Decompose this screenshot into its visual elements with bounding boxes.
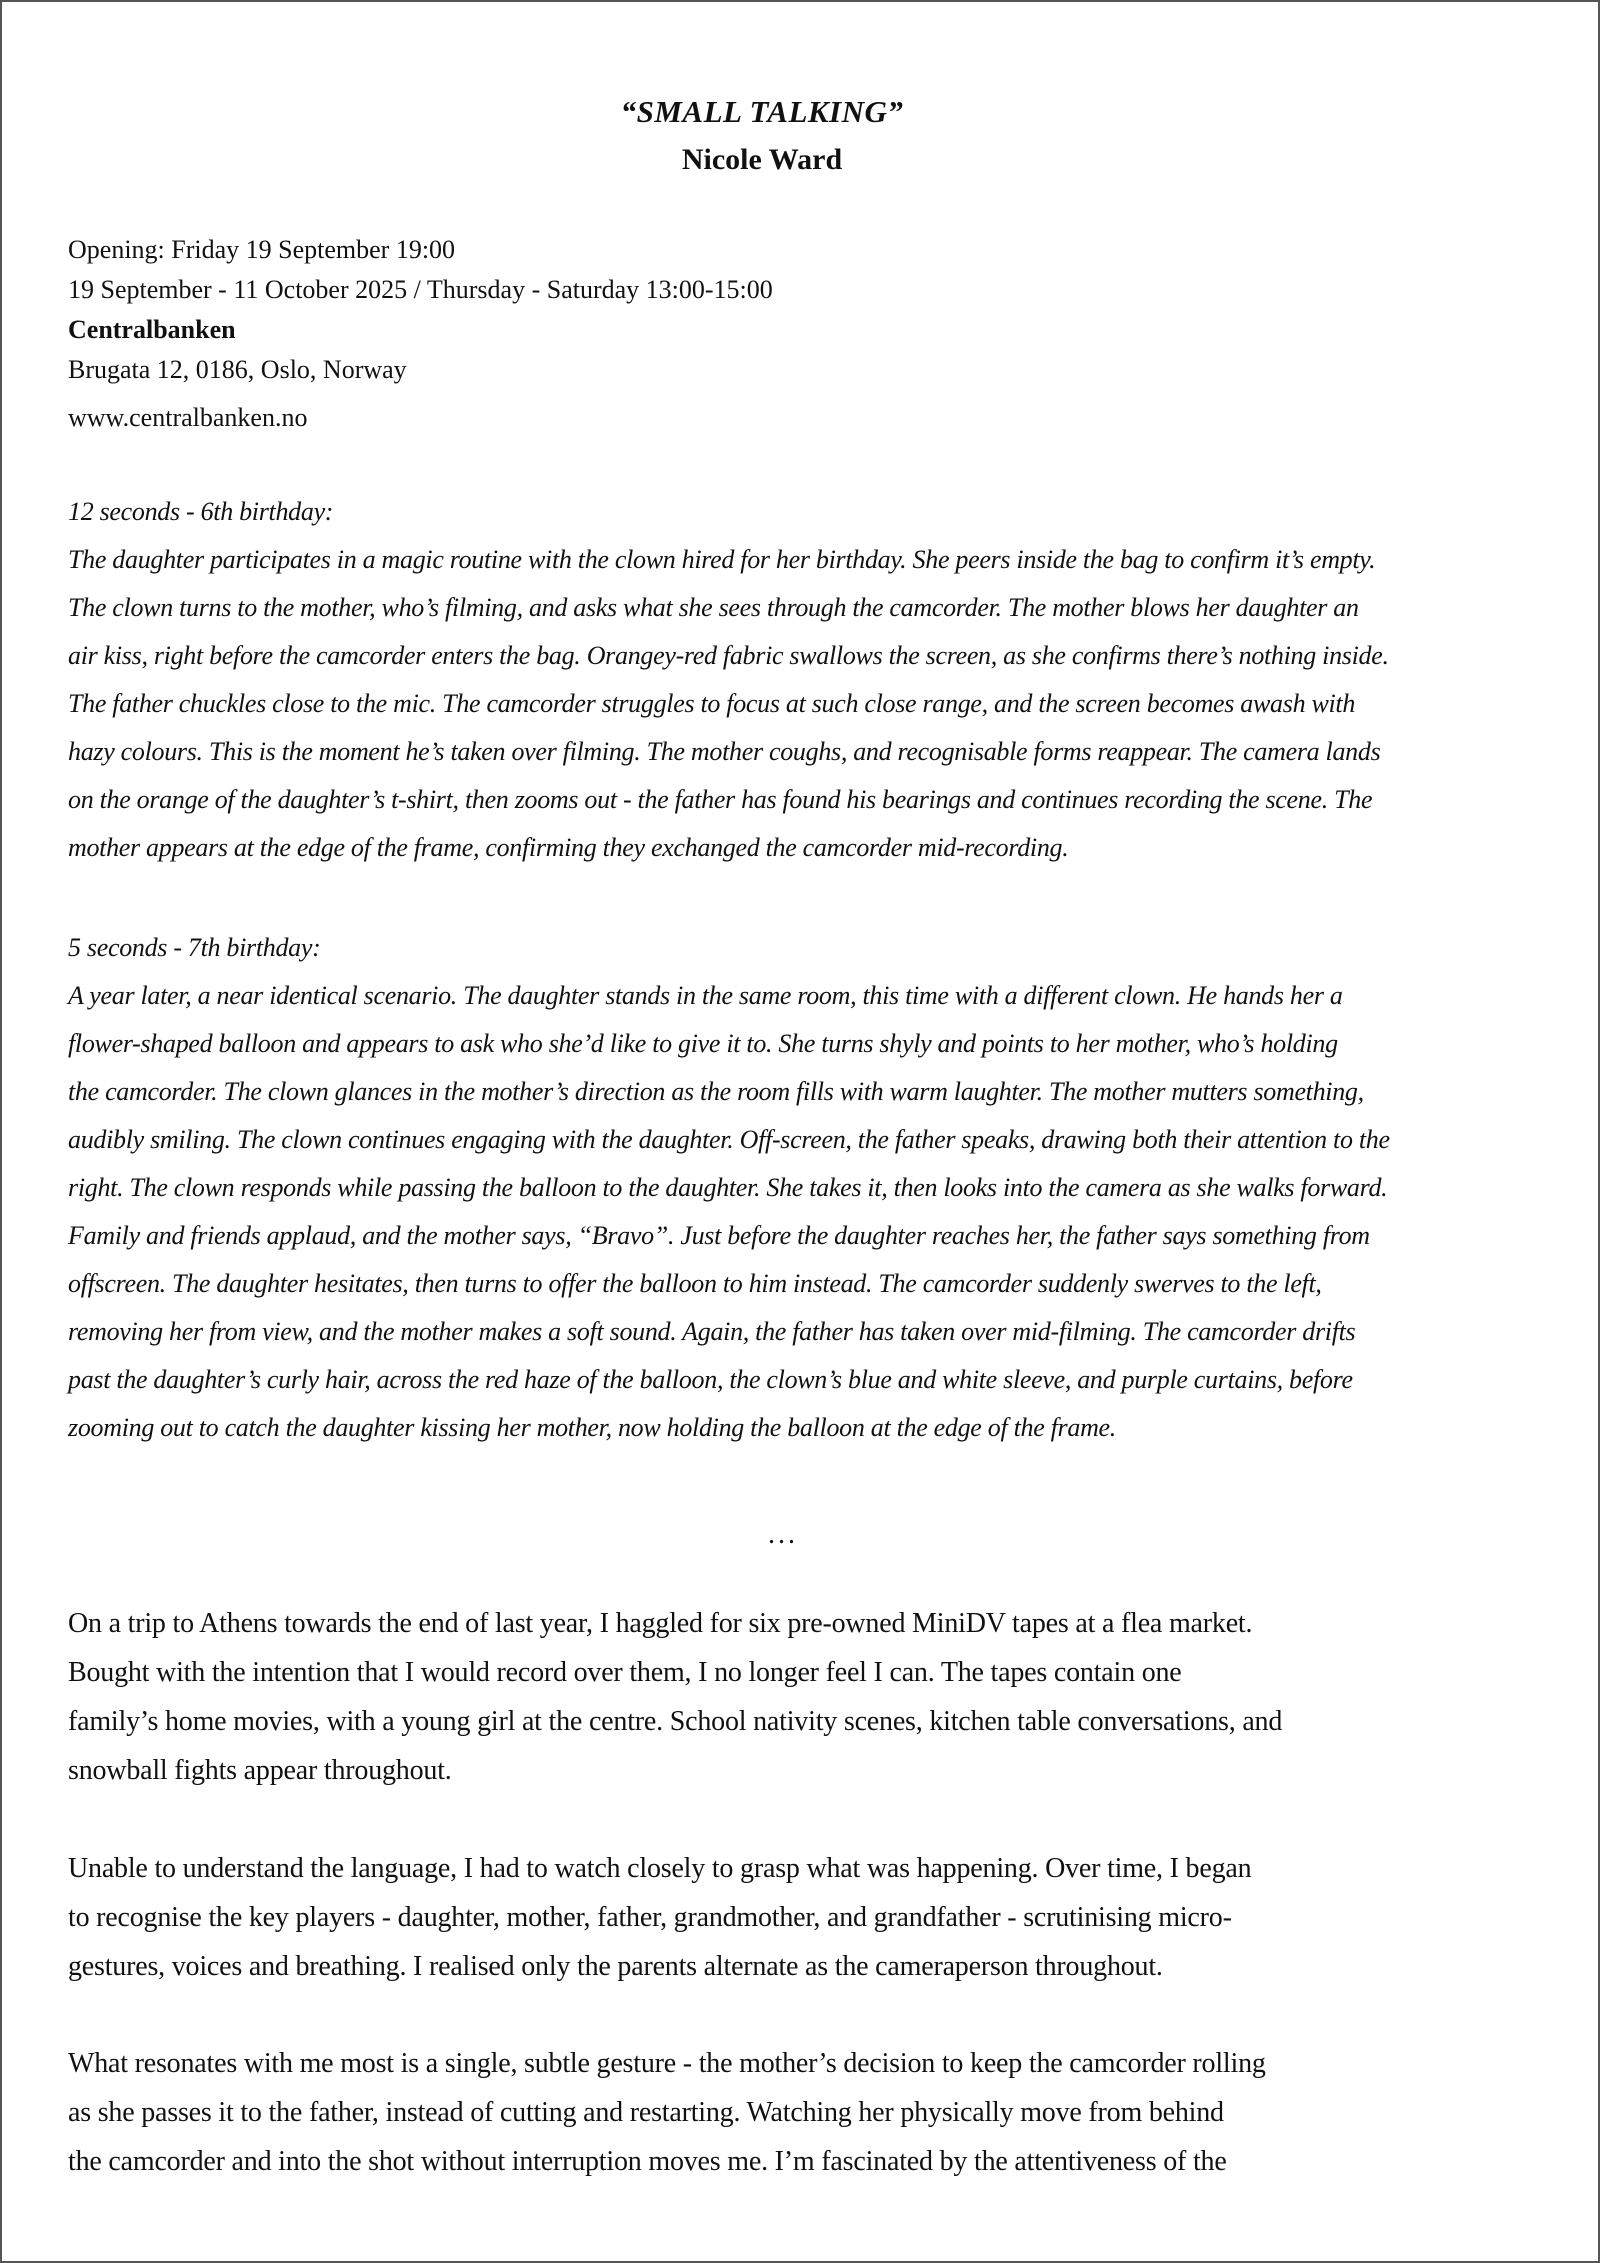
text-line: on the orange of the daughter’s t-shirt, then zooms out - the father has found his bearings and continues recording the scene. The — [68, 785, 1373, 814]
exhibition-title: “SMALL TALKING” — [620, 94, 904, 129]
text-line: Bought with the intention that I would record over them, I no longer feel I can. The tapes contain one — [68, 1657, 1182, 1688]
section-separator: ... — [768, 1519, 798, 1550]
text-line: to recognise the key players - daughter, mother, father, grandmother, and grandfather - scrutinising micro- — [68, 1902, 1232, 1933]
video-description-6th-birthday — [68, 488, 1498, 872]
text-line: audibly smiling. The clown continues engaging with the daughter. Off-screen, the father speaks, drawing both their attention to the — [68, 1125, 1390, 1154]
document-page — [2, 2, 1598, 2261]
text-line: as she passes it to the father, instead of cutting and restarting. Watching her physically move from behind — [68, 2097, 1224, 2128]
text-line: flower-shaped balloon and appears to ask who she’d like to give it to. She turns shyly and points to her mother, who’s holding — [68, 1029, 1338, 1058]
statement-paragraph — [68, 2039, 1498, 2186]
venue-name: Centralbanken — [68, 315, 236, 344]
text-line: What resonates with me most is a single, subtle gesture - the mother’s decision to keep the camcorder rolling — [68, 2048, 1266, 2079]
text-line: mother appears at the edge of the frame, confirming they exchanged the camcorder mid-recording. — [68, 833, 1069, 862]
text-line: air kiss, right before the camcorder enters the bag. Orangey-red fabric swallows the screen, as she confirms there’s nothing inside. — [68, 641, 1389, 670]
statement-paragraph — [68, 1844, 1498, 1991]
text-line: the camcorder. The clown glances in the mother’s direction as the room fills with warm laughter. The mother mutters something, — [68, 1077, 1364, 1106]
document-header — [68, 88, 1498, 184]
text-line: The father chuckles close to the mic. The camcorder struggles to focus at such close range, and the screen becomes awash with — [68, 689, 1356, 718]
text-line: Unable to understand the language, I had to watch closely to grasp what was happening. Over time, I began — [68, 1853, 1252, 1884]
video-heading: 12 seconds - 6th birthday: — [68, 497, 334, 526]
artist-name: Nicole Ward — [681, 143, 843, 176]
text-line: The daughter participates in a magic routine with the clown hired for her birthday. She peers inside the bag to confirm it’s empty. — [68, 545, 1376, 574]
video-heading: 5 seconds - 7th birthday: — [68, 933, 321, 962]
text-line: snowball fights appear throughout. — [68, 1755, 452, 1786]
text-line: removing her from view, and the mother makes a soft sound. Again, the father has taken over mid-filming. The camcorder drifts — [68, 1317, 1356, 1346]
video-description-text — [68, 536, 1498, 872]
text-line: gestures, voices and breathing. I realised only the parents alternate as the cameraperson throughout. — [68, 1951, 1163, 1982]
text-line: A year later, a near identical scenario. The daughter stands in the same room, this time with a different clown. He hands her a — [68, 981, 1343, 1010]
text-line: zooming out to catch the daughter kissing her mother, now holding the balloon at the edge of the frame. — [68, 1413, 1116, 1442]
text-line: offscreen. The daughter hesitates, then turns to offer the balloon to him instead. The camcorder suddenly swerves to the left, — [68, 1269, 1322, 1298]
text-line: hazy colours. This is the moment he’s taken over filming. The mother coughs, and recognisable forms reappear. The camera lands — [68, 737, 1381, 766]
text-line: past the daughter’s curly hair, across the red haze of the balloon, the clown’s blue and white sleeve, and purple curtains, before — [68, 1365, 1353, 1394]
text-line: family’s home movies, with a young girl at the centre. School nativity scenes, kitchen table conversations, and — [68, 1706, 1283, 1737]
text-line: The clown turns to the mother, who’s filming, and asks what she sees through the camcorder. The mother blows her daughter an — [68, 593, 1359, 622]
video-description-7th-birthday — [68, 924, 1498, 1452]
venue-address: Brugata 12, 0186, Oslo, Norway — [68, 355, 407, 384]
artist-statement — [68, 1599, 1498, 2186]
text-line: the camcorder and into the shot without interruption moves me. I’m fascinated by the attentiveness of the — [68, 2146, 1227, 2177]
text-line: right. The clown responds while passing the balloon to the daughter. She takes it, then looks into the camera as she walks forward. — [68, 1173, 1388, 1202]
exhibition-details — [68, 230, 1498, 438]
exhibition-dates: 19 September - 11 October 2025 / Thursday - Saturday 13:00-15:00 — [68, 275, 773, 304]
text-line: Family and friends applaud, and the mother says, “Bravo”. Just before the daughter reaches her, the father says something from — [68, 1221, 1370, 1250]
venue-website: www.centralbanken.no — [68, 403, 308, 432]
video-description-text — [68, 972, 1498, 1452]
text-line: On a trip to Athens towards the end of last year, I haggled for six pre-owned MiniDV tapes at a flea market. — [68, 1608, 1253, 1639]
statement-paragraph — [68, 1599, 1498, 1795]
opening-time: Opening: Friday 19 September 19:00 — [68, 235, 456, 264]
